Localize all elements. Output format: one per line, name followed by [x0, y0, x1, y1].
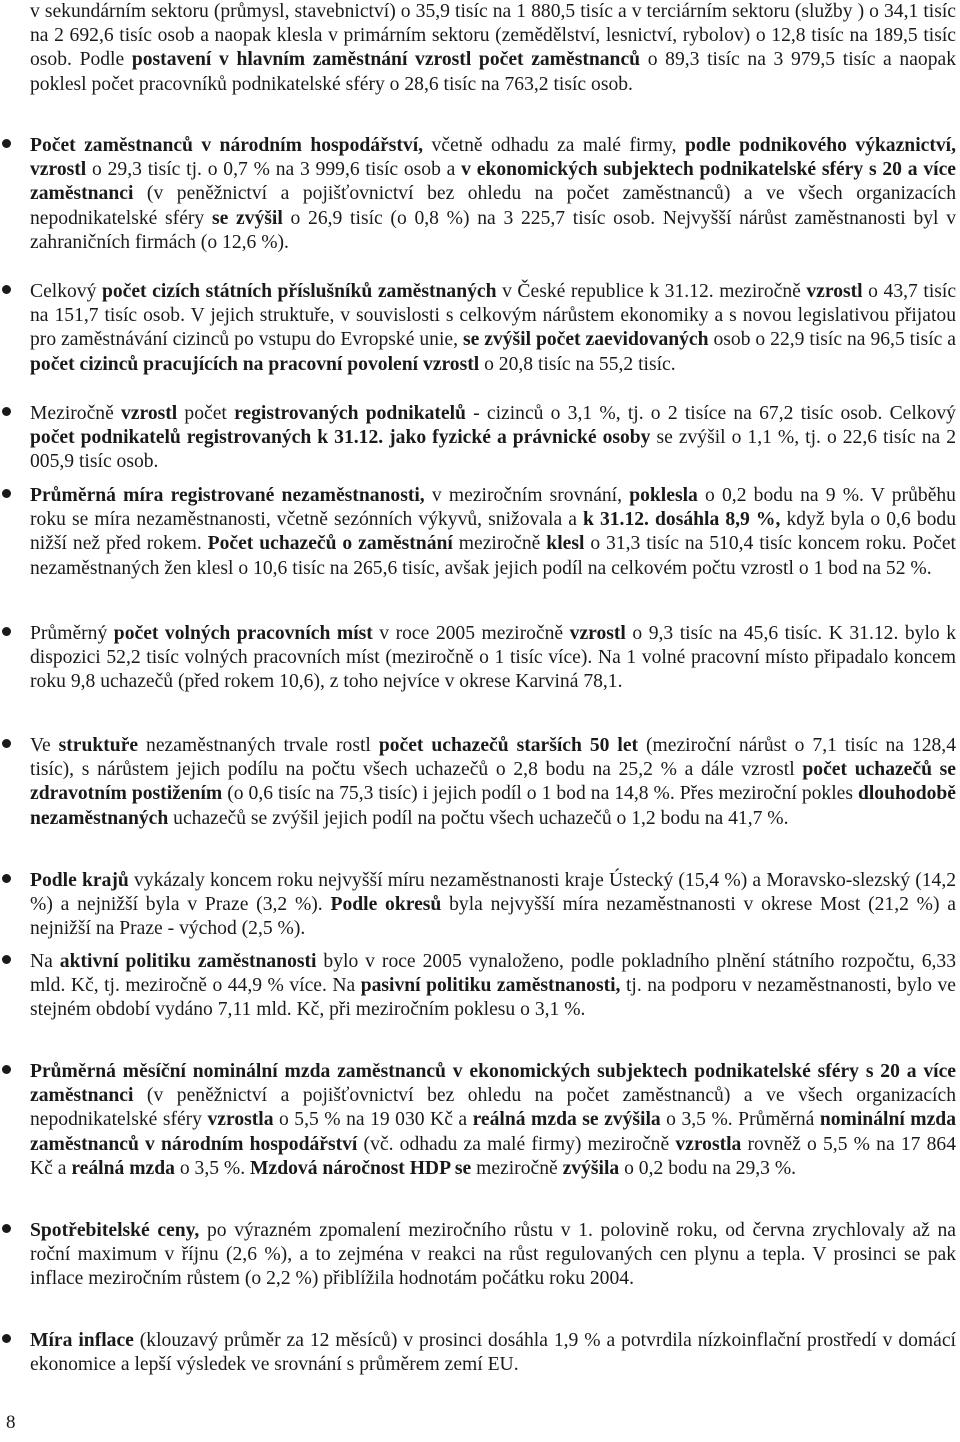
bullet-icon — [0, 402, 14, 416]
paragraph — [30, 622, 956, 695]
text-segment: o 5,5 % na 19 030 Kč a — [273, 1109, 473, 1131]
bullet-icon — [0, 134, 14, 148]
text-segment: (o 0,6 tisíc na 75,3 tisíc) i jejich podíl o 1 bod na 14,8 %. Přes meziroční pokles — [222, 783, 858, 805]
text-segment: bylo v roce 2005 vynaloženo, podle pokladního plnění státního rozpočtu, 6,33 mld. Kč, tj. meziročně o 44,9 % více. Na — [30, 951, 956, 997]
paragraph — [30, 950, 956, 1023]
paragraph — [30, 1219, 956, 1292]
text-segment: (meziroční nárůst o 7,1 tisíc na 128,4 tisíc), s nárůstem jejich podílu na počtu všech uchazečů o 2,8 bodu na 25,2 % a dále vzrostl — [30, 735, 956, 781]
paragraph — [30, 0, 956, 97]
bullet-icon — [0, 1060, 14, 1074]
text-segment: o 31,3 tisíc na 510,4 tisíc koncem roku. Počet nezaměstnaných žen klesl o 10,6 tisíc na 265,6 tisíc, avšak jejich podíl na celkovém počtu vzrostl o 1 bod na 52 %. — [30, 533, 957, 579]
bold-text: podle podnikového výkaznictví, vzrostl — [30, 135, 957, 181]
bold-text: počet podnikatelů registrovaných k 31.12. jako fyzické a právnické osoby — [30, 427, 651, 449]
bold-text: reálná mzda — [71, 1157, 175, 1179]
bold-text: počet uchazečů se zdravotním postižením — [30, 759, 956, 805]
text-segment: vykázaly koncem roku nejvyšší míru nezaměstnanosti kraje Ústecký (15,4 %) a Moravsko-slezský (14,2 %) a nejnižší byla v Praze (3,2 %). — [30, 870, 957, 916]
text-segment: uchazečů se zvýšil jejich podíl na počtu všech uchazečů o 1,2 bodu na 41,7 %. — [168, 807, 789, 829]
bold-text: Průměrná měsíční nominální mzda zaměstnanců v ekonomických subjektech podnikatelské sféry s 20 a více zaměstnanci — [30, 1061, 956, 1107]
text-segment: o 3,5 %. — [174, 1157, 251, 1179]
text-segment: (v peněžnictví a pojišťovnictví bez ohledu na počet zaměstnanců) a ve všech organizacích nepodnikatelské sféry — [30, 1085, 956, 1131]
text-segment: o 9,3 tisíc na 45,6 tisíc. K 31.12. bylo k dispozici 52,2 tisíc volných pracovních míst (meziročně o 1 tisíc více). Na 1 volné pracovní místo připadalo koncem roku 9,8 uchazečů (před rokem 10,6), z toho nejvíce v okrese Karviná 78,1. — [30, 623, 957, 693]
bold-text: vzrostla — [675, 1133, 742, 1155]
text-segment: o 20,8 tisíc na 55,2 tisíc. — [479, 353, 676, 375]
text-segment: včetně odhadu za malé firmy, — [423, 135, 685, 156]
paragraph — [30, 1060, 956, 1181]
bold-text: nominální mzda zaměstnanců v národním hospodářství — [30, 1109, 956, 1155]
text-segment: o 43,7 tisíc na 151,7 tisíc osob. V jejich struktuře, v souvislosti s celkovým nárůstem ekonomiky a s novou legislativou přijatou pro zaměstnávání cizinců po vstupu do Evropské unie, — [30, 281, 957, 351]
text-segment: Na — [30, 951, 60, 972]
bold-text: postavení v hlavním zaměstnání vzrostl počet zaměstnanců — [131, 49, 641, 71]
bold-text: klesl — [546, 533, 585, 555]
text-segment: o 3,5 %. Průměrná — [660, 1109, 820, 1131]
paragraph — [30, 134, 956, 255]
paragraph — [30, 280, 956, 377]
text-segment: osob o 22,9 tisíc na 96,5 tisíc a — [708, 329, 956, 351]
bold-text: vzrostl — [569, 623, 626, 644]
text-segment: Celkový — [30, 281, 102, 302]
bold-text: registrovaných podnikatelů — [234, 403, 466, 424]
page-number: 8 — [6, 1412, 16, 1433]
paragraph — [30, 1329, 956, 1377]
text-segment: (v peněžnictví a pojišťovnictví bez ohledu na počet zaměstnanců) a ve všech organizacích nepodnikatelské sféry — [30, 183, 956, 229]
text-segment: v České republice k 31.12. meziročně — [496, 281, 807, 302]
bold-text: vzrostla — [207, 1109, 274, 1131]
bold-text: počet volných pracovních míst — [113, 623, 373, 644]
text-segment: počet — [177, 403, 235, 424]
text-segment: po výrazném zpomalení meziročního růstu v 1. polovině roku, od června zrychlovaly až na roční maximum v říjnu (2,6 %), a to zejména v reakci na růst regulovaných cen plynu a tepla. V prosinci se pak inflace meziročním růstem (o 2,2 %) přiblížila hodnotám počátku roku 2004. — [30, 1220, 956, 1290]
paragraph — [30, 484, 956, 581]
text-segment: Meziročně — [30, 403, 121, 424]
bullet-icon — [0, 280, 14, 294]
text-segment: meziročně — [452, 533, 547, 555]
bold-text: počet uchazečů starších 50 let — [378, 735, 639, 756]
bold-text: Podle krajů — [30, 870, 129, 891]
text-segment: tj. na podporu v nezaměstnanosti, bylo ve stejném období vydáno 7,11 mld. Kč, při meziročním poklesu o 3,1 %. — [30, 975, 956, 1021]
text-segment: když byla o 0,6 bodu nižší než před rokem. — [30, 509, 957, 555]
bullet-icon — [0, 484, 14, 498]
bold-text: se zvýšil počet zaevidovaných — [462, 329, 709, 351]
bold-text: vzrostl — [806, 281, 863, 302]
text-segment: rovněž o 5,5 % na 17 864 Kč a — [30, 1133, 956, 1179]
bullet-icon — [0, 622, 14, 636]
bold-text: aktivní politiku zaměstnanosti — [59, 951, 317, 972]
bold-text: vzrostl — [120, 403, 178, 424]
text-segment: o 29,3 tisíc tj. o 0,7 % na 3 999,6 tisíc osob a — [86, 159, 462, 181]
bold-text: zvýšila — [562, 1157, 620, 1179]
paragraph — [30, 869, 956, 942]
bold-text: Podle okresů — [330, 894, 442, 916]
bold-text: počet cizích státních příslušníků zaměstnaných — [101, 281, 497, 302]
text-segment: o 0,2 bodu na 9 %. V průběhu roku se míra nezaměstnanosti, včetně sezónních výkyvů, snižovala a — [30, 485, 956, 531]
text-segment: o 0,2 bodu na 29,3 %. — [619, 1157, 797, 1179]
bullet-icon — [0, 734, 14, 748]
text-segment: (vč. odhadu za malé firmy) meziročně — [357, 1133, 676, 1155]
bullet-icon — [0, 1219, 14, 1233]
bold-text: k 31.12. dosáhla 8,9 %, — [582, 509, 781, 531]
bold-text: dlouhodobě nezaměstnaných — [30, 783, 956, 829]
bold-text: Spotřebitelské ceny, — [30, 1220, 200, 1241]
text-segment: Ve — [30, 735, 59, 756]
bold-text: v ekonomických subjektech podnikatelské sféry s 20 a více zaměstnanci — [30, 159, 956, 205]
bold-text: Počet zaměstnanců v národním hospodářství, — [30, 135, 424, 156]
bold-text: reálná mzda se zvýšila — [472, 1109, 661, 1131]
bold-text: Průměrná míra registrované nezaměstnanosti, — [30, 485, 425, 506]
text-segment: meziročně — [471, 1157, 563, 1179]
bold-text: se zvýšil — [211, 207, 283, 229]
text-segment: nezaměstnaných trvale rostl — [138, 735, 379, 756]
bullet-icon — [0, 869, 14, 883]
text-segment: se zvýšil o 1,1 %, tj. o 22,6 tisíc na 2 005,9 tisíc osob. — [30, 427, 956, 473]
bold-text: počet cizinců pracujících na pracovní povolení vzrostl — [30, 353, 480, 375]
bold-text: Míra inflace — [30, 1330, 134, 1351]
text-segment: o 26,9 tisíc (o 0,8 %) na 3 225,7 tisíc osob. Nejvyšší nárůst zaměstnanosti byl v zahraničních firmách (o 12,6 %). — [30, 207, 956, 253]
bold-text: Počet uchazečů o zaměstnání — [207, 533, 453, 555]
bullet-icon — [0, 1329, 14, 1343]
text-segment: v sekundárním sektoru (průmysl, stavebnictví) o 35,9 tisíc na 1 880,5 tisíc a v terciárním sektoru (služby ) o 34,1 tisíc na 2 692,6 tisíc osob a naopak klesla v primárním sektoru (zemědělství, lesnictví, rybolov) o 12,8 tisíc na 189,5 tisíc osob. Podle — [30, 1, 956, 71]
text-segment: o 89,3 tisíc na 3 979,5 tisíc a naopak poklesl počet pracovníků podnikatelské sféry o 28,6 tisíc na 763,2 tisíc osob. — [30, 49, 956, 95]
text-segment: v roce 2005 meziročně — [372, 623, 570, 644]
bullet-icon — [0, 950, 14, 964]
text-segment: - cizinců o 3,1 %, tj. o 2 tisíce na 67,2 tisíc osob. Celkový — [465, 403, 956, 424]
paragraph — [30, 402, 956, 475]
bold-text: struktuře — [58, 735, 139, 756]
bold-text: poklesla — [629, 485, 698, 506]
bold-text: Mzdová náročnost HDP se — [250, 1157, 472, 1179]
text-segment: Průměrný — [30, 623, 114, 644]
paragraph — [30, 734, 956, 831]
text-segment: (klouzavý průměr za 12 měsíců) v prosinci dosáhla 1,9 % a potvrdila nízkoinflační prostředí v domácí ekonomice a lepší výsledek ve srovnání s průměrem zemí EU. — [30, 1330, 956, 1376]
text-segment: byla nejvyšší míra nezaměstnanosti v okrese Most (21,2 %) a nejnižší na Praze - východ (2,5 %). — [30, 894, 956, 940]
text-segment: v meziročním srovnání, — [424, 485, 630, 506]
bold-text: pasivní politiku zaměstnanosti, — [360, 975, 621, 997]
